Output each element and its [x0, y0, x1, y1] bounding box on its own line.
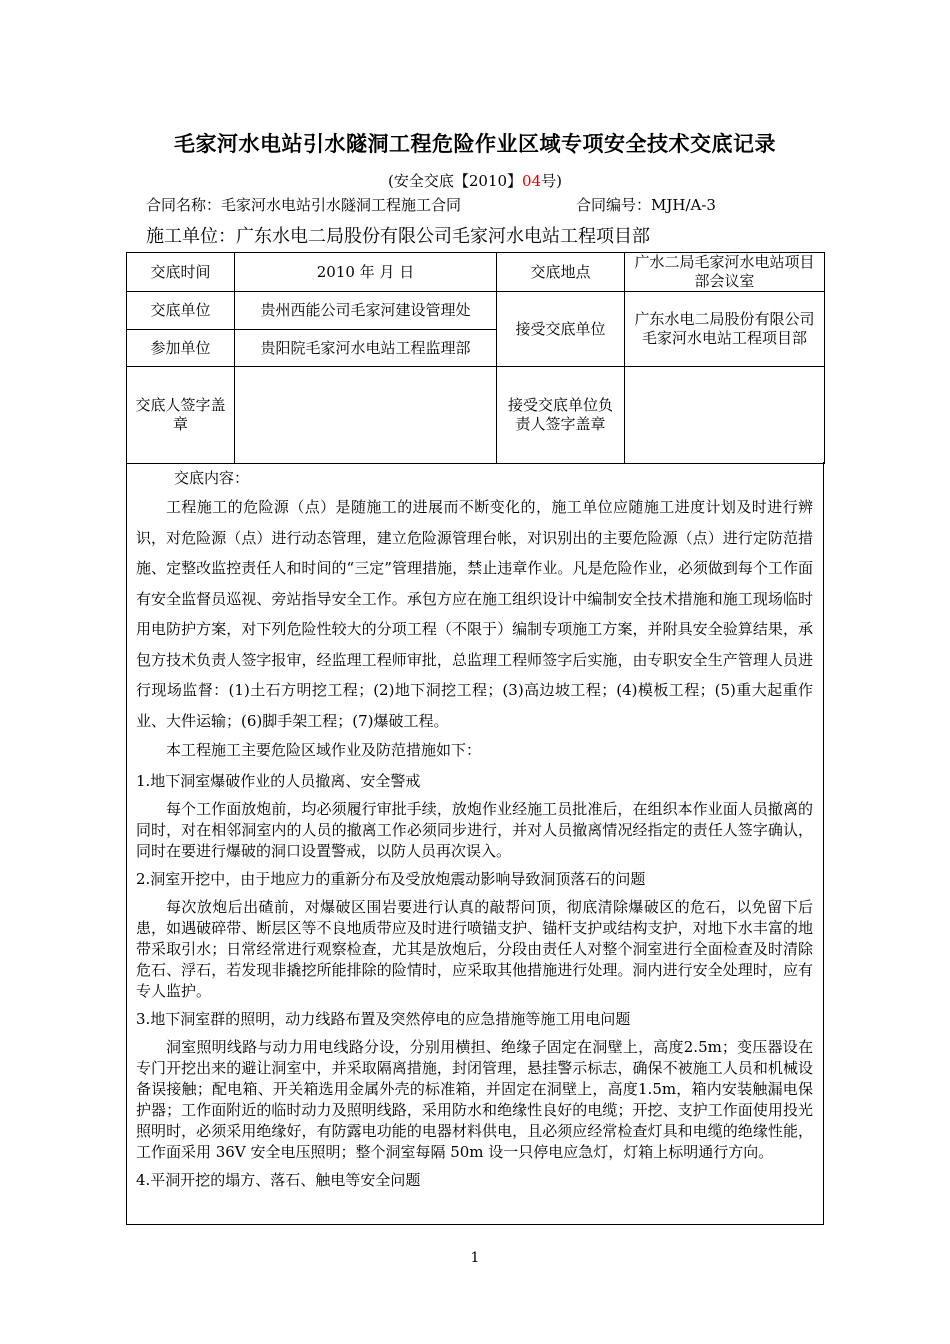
receiver-value: 广东水电二局股份有限公司毛家河水电站工程项目部 [625, 292, 825, 367]
contract-number: 合同编号：MJH/A-3 [576, 196, 716, 214]
content-paragraph: 工程施工的危险源（点）是随施工的进展而不断变化的，施工单位应随施工进度计划及时进行辨识，对危险源（点）进行动态管理，建立危险源管理台帐，对识别出的主要危险源（点）进行定防范措施、定整改监控责任人和时间的“三定”管理措施，禁止违章作业。凡是危险作业，必须做到每个工作面有安全监督员巡视、旁站指导安全工作。承包方应在施工组织设计中编制安全技术措施和施工现场临时用电防护方案，对下列危险性较大的分项工程（不限于）编制专项施工方案，并附具安全验算结果，承包方技术负责人签字报审，经监理工程师审批，总监理工程师签字后实施，由专职安全生产管理人员进行现场监督：(1)土石方明挖工程；(2)地下洞挖工程；(3)高边坡工程；(4)模板工程；(5)重大起重作业、大件运输；(6)脚手架工程；(7)爆破工程。 [136, 498, 813, 730]
receiver-label: 接受交底单位 [497, 292, 625, 367]
sign-value [235, 367, 497, 464]
sign-label: 交底人签字盖章 [127, 367, 235, 464]
doc-number-prefix: (安全交底【2010】 [388, 172, 523, 190]
section-2-body: 每次放炮后出碴前，对爆破区围岩要进行认真的敲帮问顶，彻底清除爆破区的危石，以免留下后患，如遇破碎带、断层区等不良地质带应及时进行喷锚支护、锚杆支护或结构支护，对地下水丰富的地带采取引水；日常经常进行观察检查，尤其是放炮后，分段由责任人对整个洞室进行全面检查及时清除危石、浮石，若发现非撬挖所能排除的险情时，应采取其他措施进行处理。洞内进行安全处理时，应有专人监护。 [136, 898, 813, 1000]
doc-number-value: 04 [522, 172, 542, 190]
document-number [0, 170, 950, 191]
attend-label: 参加单位 [127, 330, 235, 367]
section-2-title: 2.洞室开挖中，由于地应力的重新分布及受放炮震动影响导致洞顶落石的问题 [136, 870, 646, 888]
section-4-title: 4.平洞开挖的塌方、落石、触电等安全问题 [136, 1171, 421, 1189]
time-label: 交底时间 [127, 253, 235, 292]
unit-label: 交底单位 [127, 292, 235, 330]
unit-value: 贵州西能公司毛家河建设管理处 [235, 292, 497, 330]
page-number: 1 [470, 1250, 480, 1266]
section-1-body: 每个工作面放炮前，均必须履行审批手续，放炮作业经施工员批准后，在组织本作业面人员撤离的同时，对在相邻洞室内的人员的撤离工作必须同步进行，并对人员撤离情况经指定的责任人签字确认，同时在要进行爆破的洞口设置警戒，以防人员再次误入。 [136, 800, 813, 860]
time-value: 2010 年 月 日 [235, 253, 497, 292]
content-label: 交底内容： [174, 469, 250, 487]
doc-number-suffix: 号) [541, 172, 562, 190]
section-3-title: 3.地下洞室群的照明，动力线路布置及突然停电的应急措施等施工用电问题 [136, 1010, 631, 1028]
place-label: 交底地点 [497, 253, 625, 292]
table-row [127, 292, 825, 330]
document-title: 毛家河水电站引水隧洞工程危险作业区域专项安全技术交底记录 [174, 132, 776, 156]
construction-unit: 施工单位：广东水电二局股份有限公司毛家河水电站工程项目部 [146, 226, 650, 247]
briefing-info-table [126, 252, 825, 464]
place-value: 广水二局毛家河水电站项目部会议室 [625, 253, 825, 292]
attend-value: 贵阳院毛家河水电站工程监理部 [235, 330, 497, 367]
section-1-title: 1.地下洞室爆破作业的人员撤离、安全警戒 [136, 772, 421, 790]
receiver-sign-label: 接受交底单位负责人签字盖章 [497, 367, 625, 464]
table-row [127, 253, 825, 292]
content-intro: 本工程施工主要危险区域作业及防范措施如下： [166, 741, 482, 759]
briefing-content [126, 462, 824, 1225]
receiver-sign-value [625, 367, 825, 464]
table-row [127, 367, 825, 464]
section-3-body: 洞室照明线路与动力用电线路分设，分别用横担、绝缘子固定在洞壁上，高度2.5m；变压器设在专门开挖出来的避让洞室中，并采取隔离措施，封闭管理，悬挂警示标志，确保不被施工人员和机械设备误接触；配电箱、开关箱选用金属外壳的标准箱，并固定在洞壁上，高度1.5m，箱内安装触漏电保护器；工作面附近的临时动力及照明线路，采用防水和绝缘性良好的电缆；开挖、支护工作面使用投光照明时，必须采用绝缘好，有防露电功能的电器材料供电，且必须应经常检查灯具和电缆的绝缘性能，工作面采用 36V 安全电压照明；整个洞室每隔 50m 设一只停电应急灯，灯箱上标明通行方向。 [136, 1038, 813, 1161]
contract-name: 合同名称：毛家河水电站引水隧洞工程施工合同 [146, 196, 462, 214]
